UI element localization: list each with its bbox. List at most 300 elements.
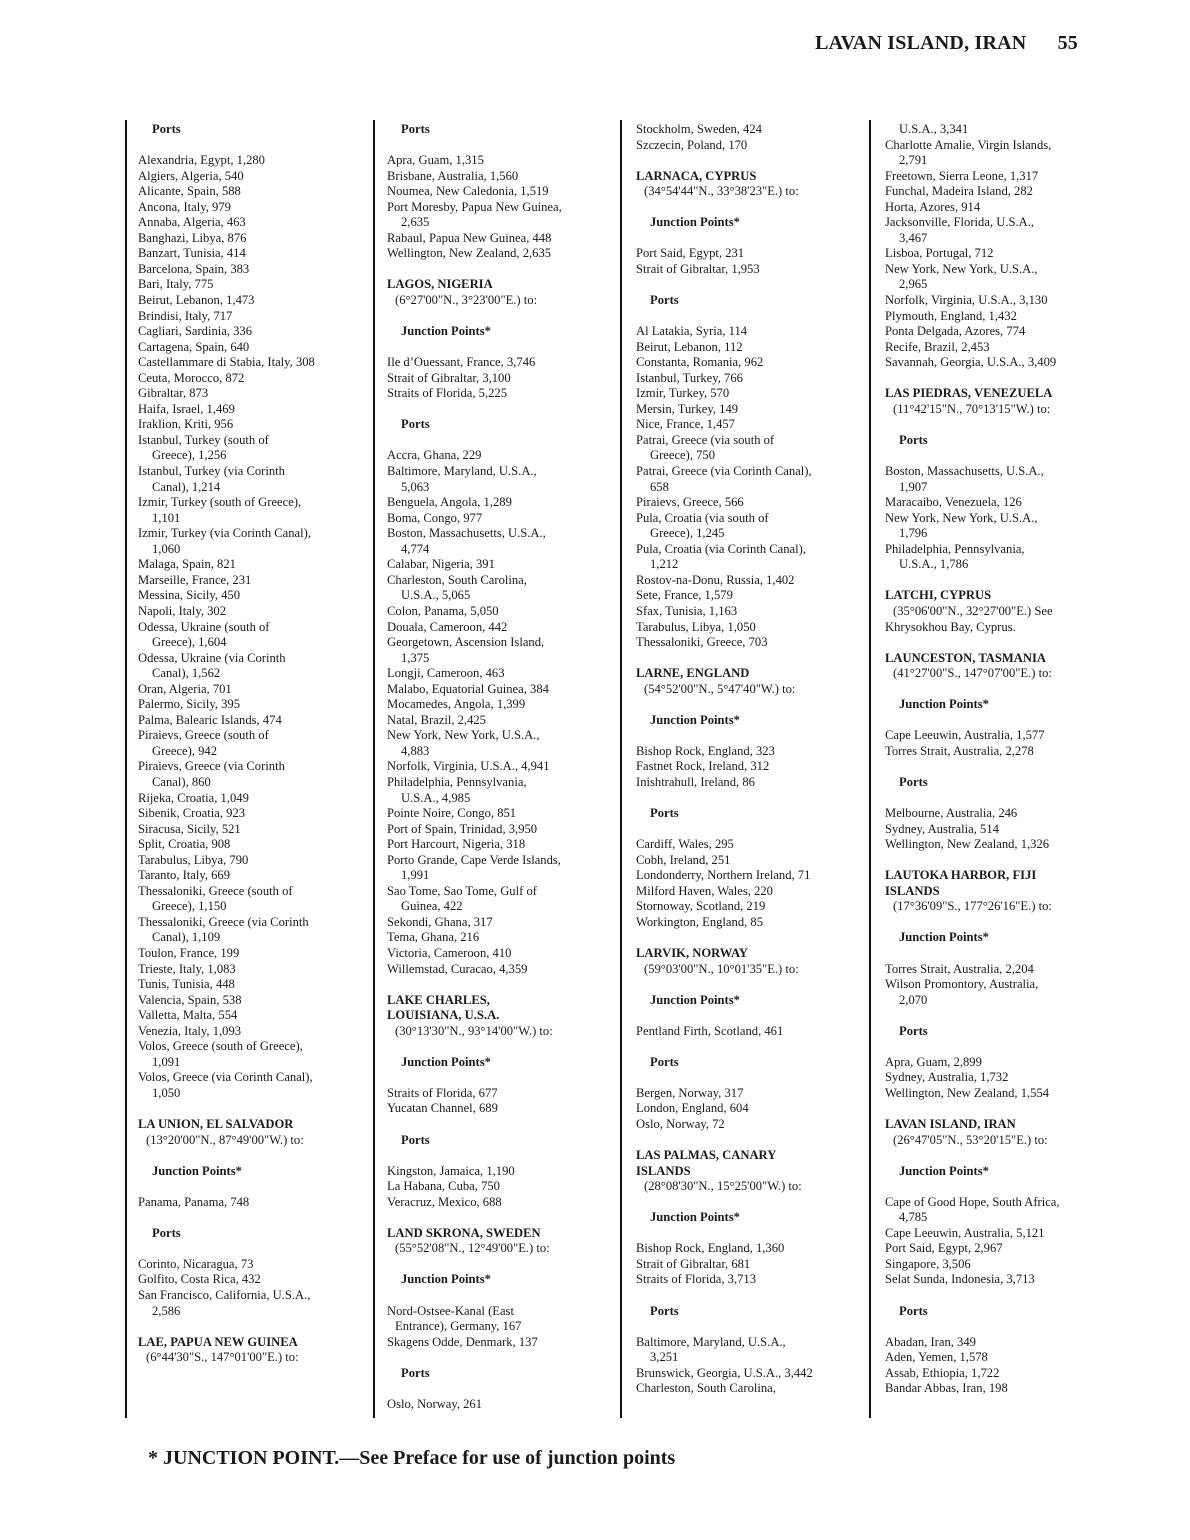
spacer — [885, 682, 1107, 698]
entry-line: Lisboa, Portugal, 712 — [885, 246, 994, 261]
entry-line: Sekondi, Ghana, 317 — [387, 914, 493, 929]
entry-line: Charlotte Amalie, Virgin Islands, — [885, 137, 1052, 152]
spacer — [387, 138, 609, 154]
entry-line: Selat Sunda, Indonesia, 3,713 — [885, 1272, 1035, 1287]
entry-line: Sydney, Australia, 1,732 — [885, 1070, 1009, 1085]
entry-line: Toulon, France, 199 — [138, 945, 240, 960]
spacer — [387, 1148, 609, 1164]
entry-line: Pula, Croatia (via Corinth Canal), — [636, 541, 806, 556]
spacer — [138, 1241, 360, 1257]
entry-line: Ponta Delgada, Azores, 774 — [885, 324, 1026, 339]
entry-line: Thessaloniki, Greece (south of — [138, 883, 293, 898]
entry-line: Tema, Ghana, 216 — [387, 930, 480, 945]
spacer — [138, 1179, 360, 1195]
entry-line: Straits of Florida, 5,225 — [387, 386, 507, 401]
place-coordinates: Entrance), Germany, 167 — [395, 1319, 522, 1334]
section-subheading: Junction Points* — [899, 1163, 989, 1178]
place-coordinates: (41°27'00"S., 147°07'00"E.) to: — [893, 666, 1052, 681]
spacer — [636, 231, 858, 247]
spacer — [885, 946, 1107, 962]
section-subheading: Junction Points* — [401, 324, 491, 339]
entry-line: New York, New York, U.S.A., — [387, 728, 540, 743]
column-rule-2 — [373, 120, 375, 1418]
entry-line: Accra, Ghana, 229 — [387, 448, 482, 463]
spacer — [636, 822, 858, 838]
place-coordinates: (26°47'05"N., 53°20'15"E.) to: — [893, 1132, 1048, 1147]
entry-line: Philadelphia, Pennsylvania, — [387, 774, 527, 789]
entry-line: Oslo, Norway, 261 — [387, 1396, 483, 1411]
entry-line: Strait of Gibraltar, 1,953 — [636, 261, 760, 276]
entry-continuation: 2,070 — [899, 992, 928, 1007]
entry-line: Douala, Cameroon, 442 — [387, 619, 508, 634]
entry-line: Volos, Greece (south of Greece), — [138, 1039, 303, 1054]
entry-line: Bandar Abbas, Iran, 198 — [885, 1381, 1008, 1396]
entry-line: Thessaloniki, Greece (via Corinth — [138, 914, 309, 929]
entry-line: London, England, 604 — [636, 1101, 749, 1116]
spacer — [885, 417, 1107, 433]
entry-continuation: Canal), 1,562 — [152, 666, 221, 681]
entry-line: Piraievs, Greece (south of — [138, 728, 269, 743]
entry-line: Oran, Algeria, 701 — [138, 681, 232, 696]
entry-line: Corinto, Nicaragua, 73 — [138, 1256, 254, 1271]
entry-line: Messina, Sicily, 450 — [138, 588, 241, 603]
entry-line: Cardiff, Wales, 295 — [636, 837, 734, 852]
entry-line: Brindisi, Italy, 717 — [138, 308, 233, 323]
place-heading: LAE, PAPUA NEW GUINEA — [138, 1334, 298, 1349]
entry-line: Patrai, Greece (via Corinth Canal), — [636, 464, 812, 479]
entry-line: Izmir, Turkey (via Corinth Canal), — [138, 526, 311, 541]
entry-line: Taranto, Italy, 669 — [138, 868, 231, 883]
spacer — [885, 1319, 1107, 1335]
entry-continuation: 2,791 — [899, 153, 928, 168]
entry-continuation: 1,375 — [401, 650, 430, 665]
entry-line: Jacksonville, Florida, U.S.A., — [885, 215, 1035, 230]
entry-line: Marseille, France, 231 — [138, 572, 252, 587]
entry-continuation: Greece), 1,150 — [152, 899, 227, 914]
entry-continuation: U.S.A., 5,065 — [401, 588, 471, 603]
spacer — [387, 340, 609, 356]
spacer — [636, 697, 858, 713]
section-subheading: Ports — [650, 293, 679, 308]
entry-line: Charleston, South Carolina, — [636, 1381, 776, 1396]
spacer — [636, 309, 858, 325]
spacer — [387, 309, 609, 325]
place-heading: LAUTOKA HARBOR, FIJI — [885, 868, 1037, 883]
entry-line: Benguela, Angola, 1,289 — [387, 495, 512, 510]
entry-line: Odessa, Ukraine (south of — [138, 619, 270, 634]
entry-line: Stornoway, Scotland, 219 — [636, 899, 766, 914]
entry-continuation: 2,635 — [401, 215, 430, 230]
spacer — [885, 853, 1107, 869]
entry-continuation: 2,586 — [152, 1303, 181, 1318]
entry-continuation: 2,965 — [899, 277, 928, 292]
spacer — [387, 1210, 609, 1226]
entry-line: Milford Haven, Wales, 220 — [636, 883, 773, 898]
entry-line: Cobh, Ireland, 251 — [636, 852, 731, 867]
spacer — [138, 138, 360, 154]
entry-line: Cape Leeuwin, Australia, 5,121 — [885, 1225, 1045, 1240]
entry-line: Oslo, Norway, 72 — [636, 1117, 725, 1131]
entry-line: Mocamedes, Angola, 1,399 — [387, 697, 526, 712]
spacer — [885, 1288, 1107, 1304]
entry-line: Straits of Florida, 3,713 — [636, 1272, 756, 1287]
entry-line: Cartagena, Spain, 640 — [138, 339, 250, 354]
spacer — [636, 977, 858, 993]
entry-line: Szczecin, Poland, 170 — [636, 137, 748, 152]
spacer — [885, 371, 1107, 387]
section-subheading: Ports — [152, 1225, 181, 1240]
entry-line: Gibraltar, 873 — [138, 386, 209, 401]
section-subheading: Ports — [401, 1132, 430, 1147]
section-subheading: Junction Points* — [899, 697, 989, 712]
entry-continuation: 5,063 — [401, 479, 430, 494]
place-coordinates: (59°03'00"N., 10°01'35"E.) to: — [644, 961, 799, 976]
entry-continuation: 1,991 — [401, 868, 430, 883]
spacer — [636, 1288, 858, 1304]
entry-line: Apra, Guam, 1,315 — [387, 153, 484, 168]
place-coordinates: (54°52'00"N., 5°47'40"W.) to: — [644, 681, 796, 696]
entry-line: Palermo, Sicily, 395 — [138, 697, 241, 712]
page-number: 55 — [1057, 32, 1078, 54]
spacer — [636, 1133, 858, 1149]
spacer — [387, 1350, 609, 1366]
column-rule-1 — [125, 120, 127, 1418]
place-coordinates: (34°54'44"N., 33°38'23"E.) to: — [644, 184, 799, 199]
entry-continuation: 3,467 — [899, 230, 928, 245]
entry-line: Ancona, Italy, 979 — [138, 199, 231, 214]
entry-line: Bishop Rock, England, 323 — [636, 743, 775, 758]
entry-line: Stockholm, Sweden, 424 — [636, 122, 762, 136]
entry-line: Torres Strait, Australia, 2,204 — [885, 961, 1034, 976]
entry-line: Kingston, Jamaica, 1,190 — [387, 1163, 515, 1178]
entry-line: Port Said, Egypt, 2,967 — [885, 1241, 1003, 1256]
entry-line: Malaga, Spain, 821 — [138, 557, 236, 572]
entry-line: Golfito, Costa Rica, 432 — [138, 1272, 261, 1287]
place-heading: LOUISIANA, U.S.A. — [387, 1008, 500, 1023]
entry-continuation: Guinea, 422 — [401, 899, 463, 914]
spacer — [636, 1039, 858, 1055]
entry-line: Sydney, Australia, 514 — [885, 821, 999, 836]
entry-line: Rabaul, Papua New Guinea, 448 — [387, 230, 552, 245]
spacer — [387, 977, 609, 993]
entry-line: Baltimore, Maryland, U.S.A., — [387, 464, 537, 479]
section-subheading: Junction Points* — [899, 930, 989, 945]
place-heading: LAVAN ISLAND, IRAN — [885, 1117, 1016, 1131]
section-subheading: Ports — [899, 432, 928, 447]
entry-line: Maracaibo, Venezuela, 126 — [885, 495, 1022, 510]
section-subheading: Junction Points* — [650, 992, 740, 1007]
entry-continuation: 4,785 — [899, 1210, 928, 1225]
entry-line: Funchal, Madeira Island, 282 — [885, 184, 1033, 199]
entry-line: Assab, Ethiopia, 1,722 — [885, 1365, 1000, 1380]
entry-continuation: Greece), 1,604 — [152, 635, 227, 650]
entry-line: Tarabulus, Libya, 790 — [138, 852, 249, 867]
entry-continuation: U.S.A., 4,985 — [401, 790, 471, 805]
entry-line: La Habana, Cuba, 750 — [387, 1179, 500, 1194]
entry-continuation: U.S.A., 1,786 — [899, 557, 969, 572]
entry-continuation: Greece), 1,256 — [152, 448, 227, 463]
entry-line: Nord-Ostsee-Kanal (East — [387, 1303, 514, 1318]
entry-continuation: 1,091 — [152, 1054, 181, 1069]
entry-line: Rijeka, Croatia, 1,049 — [138, 790, 249, 805]
entry-line: Izmir, Turkey, 570 — [636, 386, 730, 401]
entry-line: Siracusa, Sicily, 521 — [138, 821, 241, 836]
entry-continuation: 658 — [650, 479, 669, 494]
entry-continuation: Canal), 860 — [152, 774, 211, 789]
entry-continuation: Canal), 1,214 — [152, 479, 221, 494]
entry-line: Melbourne, Australia, 246 — [885, 806, 1018, 821]
entry-line: Valencia, Spain, 538 — [138, 992, 242, 1007]
entry-line: San Francisco, California, U.S.A., — [138, 1288, 311, 1303]
place-heading: LAS PIEDRAS, VENEZUELA — [885, 386, 1053, 401]
entry-continuation: Greece), 942 — [152, 743, 218, 758]
spacer — [636, 728, 858, 744]
entry-line: Rostov-na-Donu, Russia, 1,402 — [636, 572, 795, 587]
place-heading: LARVIK, NORWAY — [636, 945, 749, 960]
entry-line: Willemstad, Curacao, 4,359 — [387, 961, 528, 976]
place-heading: LARNE, ENGLAND — [636, 666, 750, 681]
entry-line: Alexandria, Egypt, 1,280 — [138, 153, 265, 168]
entry-line: Tarabulus, Libya, 1,050 — [636, 619, 756, 634]
entry-line: New York, New York, U.S.A., — [885, 261, 1038, 276]
section-subheading: Junction Points* — [650, 712, 740, 727]
entry-line: Sibenik, Croatia, 923 — [138, 806, 246, 821]
entry-line: Baltimore, Maryland, U.S.A., — [636, 1334, 786, 1349]
entry-line: Bishop Rock, England, 1,360 — [636, 1241, 785, 1256]
entry-line: Straits of Florida, 677 — [387, 1085, 498, 1100]
entry-line: Algiers, Algeria, 540 — [138, 168, 244, 183]
entry-continuation: 3,251 — [650, 1350, 679, 1365]
entry-line: Recife, Brazil, 2,453 — [885, 339, 990, 354]
spacer — [387, 1039, 609, 1055]
entry-line: Pula, Croatia (via south of — [636, 510, 769, 525]
section-subheading: Junction Points* — [152, 1163, 242, 1178]
spacer — [636, 200, 858, 216]
entry-continuation: 1,212 — [650, 557, 679, 572]
entry-line: Pentland Firth, Scotland, 461 — [636, 1023, 784, 1038]
section-subheading: Ports — [650, 1054, 679, 1069]
entry-line: Annaba, Algeria, 463 — [138, 215, 246, 230]
entry-line: Tunis, Tunisia, 448 — [138, 977, 235, 992]
entry-line: Strait of Gibraltar, 3,100 — [387, 370, 511, 385]
place-coordinates: (11°42'15"N., 70°13'15"W.) to: — [893, 401, 1051, 416]
spacer — [885, 791, 1107, 807]
entry-line: Boston, Massachusetts, U.S.A., — [885, 464, 1044, 479]
spacer — [636, 153, 858, 169]
spacer — [885, 713, 1107, 729]
place-heading: LA UNION, EL SALVADOR — [138, 1117, 294, 1131]
entry-line: Banghazi, Libya, 876 — [138, 230, 247, 245]
entry-line: Port Moresby, Papua New Guinea, — [387, 199, 562, 214]
entry-continuation: 4,774 — [401, 541, 430, 556]
section-subheading: Junction Points* — [650, 215, 740, 230]
section-subheading: Ports — [899, 1023, 928, 1038]
entry-line: Yucatan Channel, 689 — [387, 1101, 498, 1116]
entry-line: Thessaloniki, Greece, 703 — [636, 635, 768, 650]
entry-line: Brunswick, Georgia, U.S.A., 3,442 — [636, 1365, 813, 1380]
column-1 — [138, 122, 360, 1366]
entry-line: Boston, Massachusetts, U.S.A., — [387, 526, 546, 541]
entry-line: Calabar, Nigeria, 391 — [387, 557, 495, 572]
spacer — [885, 759, 1107, 775]
entry-line: Palma, Balearic Islands, 474 — [138, 712, 282, 727]
entry-line: Fastnet Rock, Ireland, 312 — [636, 759, 770, 774]
section-subheading: Junction Points* — [401, 1054, 491, 1069]
entry-line: Port Harcourt, Nigeria, 318 — [387, 837, 526, 852]
entry-line: Georgetown, Ascension Island, — [387, 635, 545, 650]
spacer — [387, 1288, 609, 1304]
section-subheading: Ports — [401, 417, 430, 432]
section-subheading: Ports — [650, 1303, 679, 1318]
entry-line: Londonderry, Northern Ireland, 71 — [636, 868, 811, 883]
place-coordinates: (35°06'00"N., 32°27'00"E.) See — [893, 603, 1053, 618]
section-subheading: Junction Points* — [650, 1210, 740, 1225]
entry-line: Sete, France, 1,579 — [636, 588, 733, 603]
place-heading: LARNACA, CYPRUS — [636, 168, 757, 183]
place-heading: ISLANDS — [885, 883, 940, 898]
entry-line: Patrai, Greece (via south of — [636, 432, 775, 447]
entry-line: Inishtrahull, Ireland, 86 — [636, 774, 755, 789]
entry-line: Singapore, 3,506 — [885, 1256, 971, 1271]
spacer — [636, 1008, 858, 1024]
entry-continuation: Canal), 1,109 — [152, 930, 221, 945]
entry-line: Torres Strait, Australia, 2,278 — [885, 743, 1034, 758]
entry-line: Malabo, Equatorial Guinea, 384 — [387, 681, 549, 696]
entry-continuation: 4,883 — [401, 743, 430, 758]
entry-line: Al Latakia, Syria, 114 — [636, 324, 748, 339]
place-heading: ISLANDS — [636, 1163, 691, 1178]
entry-line: Constanta, Romania, 962 — [636, 355, 764, 370]
entry-line: Alicante, Spain, 588 — [138, 184, 241, 199]
entry-line: Castellammare di Stabia, Italy, 308 — [138, 355, 315, 370]
entry-line: Porto Grande, Cape Verde Islands, — [387, 852, 561, 867]
entry-line: Beirut, Lebanon, 1,473 — [138, 293, 255, 308]
spacer — [387, 1070, 609, 1086]
entry-continuation: U.S.A., 3,341 — [899, 122, 969, 136]
place-heading: LAKE CHARLES, — [387, 992, 490, 1007]
entry-line: Wilson Promontory, Australia, — [885, 977, 1039, 992]
entry-line: Piraievs, Greece, 566 — [636, 495, 744, 510]
place-coordinates: (13°20'00"N., 87°49'00"W.) to: — [146, 1132, 304, 1147]
entry-line: Banzart, Tunisia, 414 — [138, 246, 246, 261]
entry-line: Veracruz, Mexico, 688 — [387, 1194, 502, 1209]
spacer — [387, 1257, 609, 1273]
entry-line: Izmir, Turkey (south of Greece), — [138, 495, 302, 510]
entry-line: Freetown, Sierra Leone, 1,317 — [885, 168, 1039, 183]
entry-line: Apra, Guam, 2,899 — [885, 1054, 982, 1069]
page-header — [815, 32, 1078, 55]
entry-line: Cape Leeuwin, Australia, 1,577 — [885, 728, 1045, 743]
spacer — [885, 1008, 1107, 1024]
column-rule-4 — [869, 120, 871, 1418]
entry-line: Longji, Cameroon, 463 — [387, 666, 505, 681]
spacer — [885, 1101, 1107, 1117]
entry-line: Savannah, Georgia, U.S.A., 3,409 — [885, 355, 1057, 370]
page-title: LAVAN ISLAND, IRAN — [815, 32, 1027, 54]
entry-line: Iraklion, Kriti, 956 — [138, 417, 234, 432]
entry-line: Ceuta, Morocco, 872 — [138, 370, 245, 385]
place-coordinates: (6°27'00"N., 3°23'00"E.) to: — [395, 293, 538, 308]
entry-line: Victoria, Cameroon, 410 — [387, 945, 512, 960]
entry-line: Port Said, Egypt, 231 — [636, 246, 745, 261]
entry-line: Boma, Congo, 977 — [387, 510, 483, 525]
spacer — [387, 1381, 609, 1397]
entry-line: Istanbul, Turkey (via Corinth — [138, 464, 285, 479]
spacer — [387, 402, 609, 418]
entry-continuation: 1,060 — [152, 541, 181, 556]
section-subheading: Ports — [899, 774, 928, 789]
entry-line: Barcelona, Spain, 383 — [138, 261, 250, 276]
spacer — [885, 1179, 1107, 1195]
entry-line: Aden, Yemen, 1,578 — [885, 1350, 988, 1365]
entry-line: Pointe Noire, Congo, 851 — [387, 806, 517, 821]
entry-line: Natal, Brazil, 2,425 — [387, 712, 486, 727]
spacer — [636, 930, 858, 946]
entry-line: Bari, Italy, 775 — [138, 277, 214, 292]
entry-line: Strait of Gibraltar, 681 — [636, 1256, 751, 1271]
place-heading: LAND SKRONA, SWEDEN — [387, 1225, 541, 1240]
entry-line: Plymouth, England, 1,432 — [885, 308, 1017, 323]
place-coordinates: (28°08'30"N., 15°25'00"W.) to: — [644, 1179, 802, 1194]
spacer — [636, 791, 858, 807]
column-rule-3 — [620, 120, 622, 1418]
entry-line: Panama, Panama, 748 — [138, 1194, 250, 1209]
entry-line: Split, Croatia, 908 — [138, 837, 231, 852]
entry-line: Ile d’Ouessant, France, 3,746 — [387, 355, 536, 370]
section-subheading: Ports — [899, 1303, 928, 1318]
junction-point-footnote: * JUNCTION POINT.—See Preface for use of junction points — [148, 1447, 676, 1469]
section-subheading: Ports — [401, 1365, 430, 1380]
entry-line: New York, New York, U.S.A., — [885, 510, 1038, 525]
entry-line: Napoli, Italy, 302 — [138, 603, 227, 618]
spacer — [387, 262, 609, 278]
place-coordinates: (30°13'30"N., 93°14'00"W.) to: — [395, 1023, 553, 1038]
entry-line: Charleston, South Carolina, — [387, 572, 527, 587]
entry-line: Philadelphia, Pennsylvania, — [885, 541, 1025, 556]
entry-line: Port of Spain, Trinidad, 3,950 — [387, 821, 538, 836]
entry-line: Cagliari, Sardinia, 336 — [138, 324, 253, 339]
entry-line: Abadan, Iran, 349 — [885, 1334, 976, 1349]
entry-continuation: Greece), 750 — [650, 448, 716, 463]
entry-line: Wellington, New Zealand, 2,635 — [387, 246, 552, 261]
spacer — [636, 1319, 858, 1335]
entry-line: Workington, England, 85 — [636, 914, 764, 929]
spacer — [885, 1148, 1107, 1164]
entry-line: Haifa, Israel, 1,469 — [138, 401, 235, 416]
entry-continuation: 1,050 — [152, 1085, 181, 1100]
spacer — [636, 1195, 858, 1211]
entry-line: Skagens Odde, Denmark, 137 — [387, 1334, 538, 1349]
entry-continuation: 1,796 — [899, 526, 928, 541]
spacer — [387, 433, 609, 449]
entry-line: Valletta, Malta, 554 — [138, 1008, 238, 1023]
place-coordinates: (6°44'30"S., 147°01'00"E.) to: — [146, 1350, 299, 1365]
column-2 — [387, 122, 609, 1412]
section-subheading: Ports — [650, 806, 679, 821]
place-heading: LAUNCESTON, TASMANIA — [885, 650, 1046, 665]
spacer — [885, 1039, 1107, 1055]
entry-line: Horta, Azores, 914 — [885, 199, 981, 214]
entry-line: Wellington, New Zealand, 1,326 — [885, 837, 1050, 852]
spacer — [885, 573, 1107, 589]
entry-line: Norfolk, Virginia, U.S.A., 3,130 — [885, 293, 1048, 308]
spacer — [138, 1319, 360, 1335]
spacer — [138, 1148, 360, 1164]
entry-line: Istanbul, Turkey (south of — [138, 432, 269, 447]
entry-line: Beirut, Lebanon, 112 — [636, 339, 743, 354]
entry-continuation: 1,101 — [152, 510, 181, 525]
entry-line: Khrysokhou Bay, Cyprus. — [885, 619, 1016, 634]
